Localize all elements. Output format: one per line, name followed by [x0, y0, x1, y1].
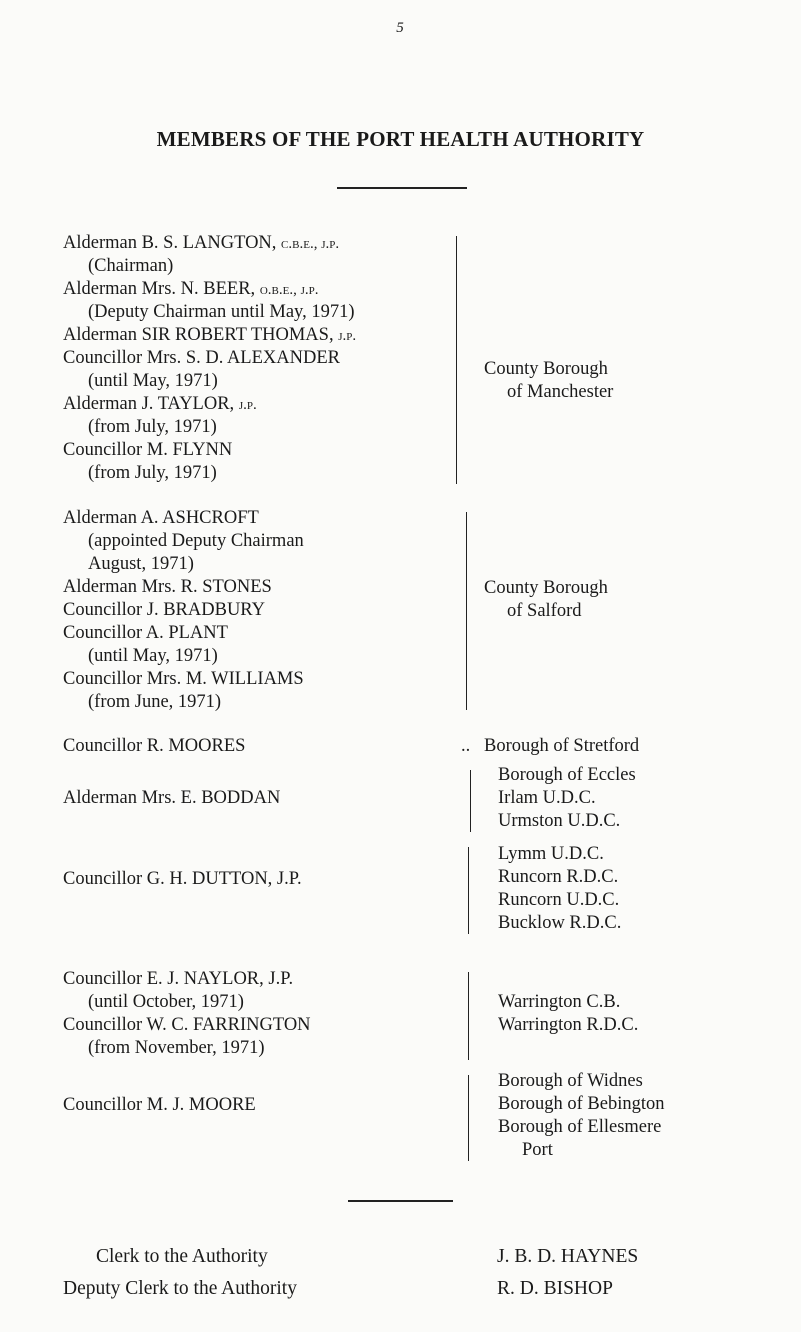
- district-line: Borough of Ellesmere: [498, 1117, 662, 1137]
- member-note: (from November, 1971): [88, 1038, 265, 1058]
- district-line: of Salford: [507, 601, 582, 621]
- member-note: (from June, 1971): [88, 692, 222, 712]
- member-line: Councillor W. C. FARRINGTON: [63, 1015, 311, 1035]
- district-line: Lymm U.D.C.: [498, 844, 604, 864]
- district-line: Borough of Bebington: [498, 1094, 665, 1114]
- district-line: Bucklow R.D.C.: [498, 913, 622, 933]
- member-note: (until October, 1971): [88, 992, 244, 1012]
- member-line: Alderman Mrs. R. STONES: [63, 577, 272, 597]
- title-divider: [337, 187, 467, 189]
- group-brace: [470, 770, 471, 832]
- member-line: Councillor A. PLANT: [63, 623, 228, 643]
- member-note: (Deputy Chairman until May, 1971): [88, 302, 355, 322]
- member-line: Councillor J. BRADBURY: [63, 600, 265, 620]
- member-line: Councillor E. J. NAYLOR, J.P.: [63, 969, 294, 989]
- district-line: of Manchester: [507, 382, 614, 402]
- district-line: Irlam U.D.C.: [498, 788, 596, 808]
- district-line: Warrington R.D.C.: [498, 1015, 639, 1035]
- member-line: Councillor G. H. DUTTON, J.P.: [63, 869, 302, 889]
- member-line: Alderman Mrs. E. BODDAN: [63, 788, 281, 808]
- officer-name: R. D. BISHOP: [497, 1278, 613, 1299]
- member-note: August, 1971): [88, 554, 194, 574]
- district-line: County Borough: [484, 578, 608, 598]
- member-line: Alderman SIR ROBERT THOMAS, j.p.: [63, 325, 357, 345]
- member-note: (appointed Deputy Chairman: [88, 531, 304, 551]
- district-line: Warrington C.B.: [498, 992, 621, 1012]
- member-line: Councillor Mrs. M. WILLIAMS: [63, 669, 304, 689]
- group-brace: [468, 972, 469, 1060]
- member-line: Councillor R. MOORES: [63, 736, 246, 756]
- district-line: Runcorn U.D.C.: [498, 890, 620, 910]
- member-note: (until May, 1971): [88, 646, 218, 666]
- member-line: Councillor Mrs. S. D. ALEXANDER: [63, 348, 340, 368]
- district-line: Urmston U.D.C.: [498, 811, 621, 831]
- district-line: Runcorn R.D.C.: [498, 867, 619, 887]
- district-line: Borough of Widnes: [498, 1071, 643, 1091]
- district-line: Borough of Stretford: [484, 736, 640, 756]
- group-brace: [468, 847, 469, 934]
- page-title: MEMBERS OF THE PORT HEALTH AUTHORITY: [156, 127, 645, 151]
- member-note: (from July, 1971): [88, 417, 217, 437]
- district-line: Borough of Eccles: [498, 765, 636, 785]
- member-line: Councillor M. FLYNN: [63, 440, 233, 460]
- dot-leader: ..: [461, 736, 471, 756]
- page-number: 5: [396, 20, 404, 36]
- officers-divider: [348, 1200, 453, 1202]
- group-brace: [456, 236, 457, 484]
- officer-role: Deputy Clerk to the Authority: [63, 1278, 297, 1299]
- member-note: (until May, 1971): [88, 371, 218, 391]
- group-brace: [466, 512, 467, 710]
- member-note: (from July, 1971): [88, 463, 217, 483]
- officer-role: Clerk to the Authority: [96, 1246, 268, 1267]
- district-line: Port: [522, 1140, 553, 1160]
- member-note: (Chairman): [88, 256, 174, 276]
- member-line: Alderman A. ASHCROFT: [63, 508, 259, 528]
- group-brace: [468, 1075, 469, 1161]
- district-line: County Borough: [484, 359, 608, 379]
- officer-name: J. B. D. HAYNES: [497, 1246, 639, 1267]
- member-line: Councillor M. J. MOORE: [63, 1095, 256, 1115]
- member-line: Alderman B. S. LANGTON, c.b.e., j.p.: [63, 233, 340, 253]
- member-line: Alderman Mrs. N. BEER, o.b.e., j.p.: [63, 279, 319, 299]
- member-line: Alderman J. TAYLOR, j.p.: [63, 394, 257, 414]
